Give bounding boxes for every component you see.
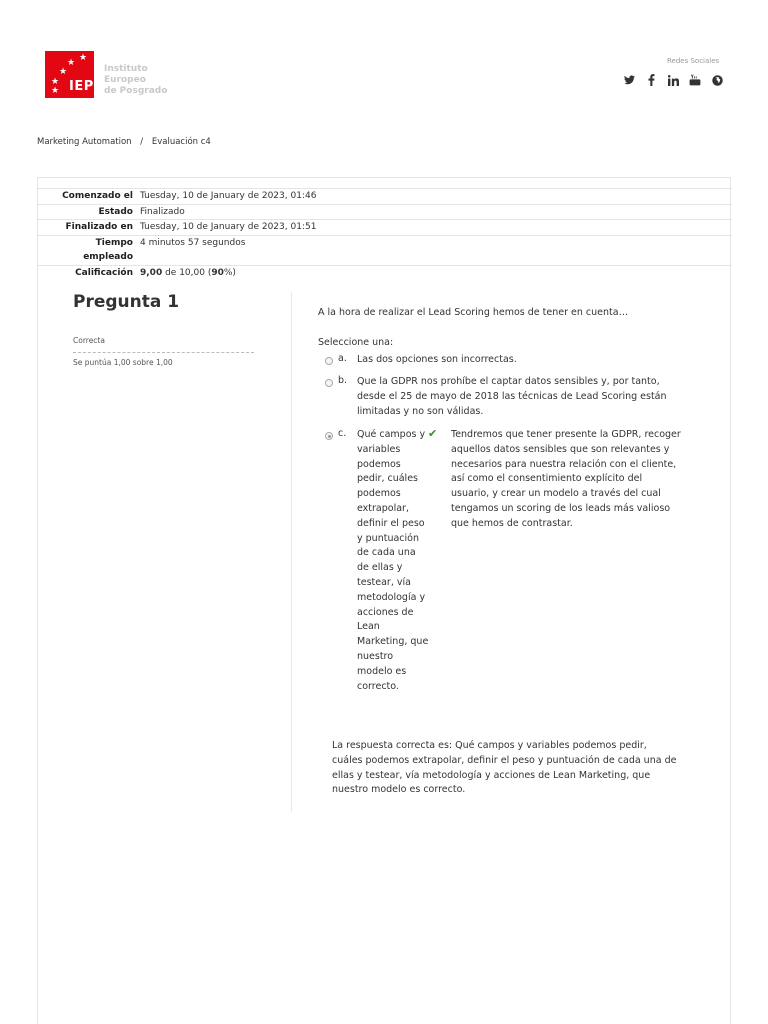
correct-check-icon: ✔	[428, 427, 438, 440]
option-c-text: Qué campos y variables podemos pedir, cuáles podemos extrapolar, definir el peso y puntuación de cada una de ellas y testear, vía metodología y acciones de Lean Marketing, que nuestro modelo es correcto.	[357, 429, 429, 692]
column-divider	[291, 292, 292, 812]
social-links	[622, 73, 724, 87]
facebook-icon[interactable]	[644, 73, 658, 87]
question-state: Correcta	[73, 336, 105, 345]
star-icon: ★	[59, 67, 68, 77]
summary-row-started	[37, 188, 732, 204]
grade-value: 9,00 de 10,00 (90%)	[140, 267, 236, 278]
started-value: Tuesday, 10 de January de 2023, 01:46	[140, 191, 317, 201]
question-grade: Se puntúa 1,00 sobre 1,00	[73, 358, 173, 367]
logo-text: Instituto Europeo de Posgrado	[104, 64, 168, 96]
logo-abbr: IEP	[69, 79, 94, 94]
breadcrumb-quiz[interactable]: Evaluación c4	[151, 137, 211, 147]
breadcrumb	[37, 137, 211, 147]
star-icon: ★	[67, 58, 76, 68]
option-a-radio[interactable]	[325, 357, 333, 365]
star-icon: ★	[51, 77, 60, 87]
grade-label: Calificación	[75, 267, 133, 278]
option-b-letter: b.	[338, 375, 348, 386]
question-title: Pregunta 1	[73, 292, 180, 312]
time-value: 4 minutos 57 segundos	[140, 237, 246, 248]
option-c-feedback: Tendremos que tener presente la GDPR, recoger aquellos datos sensibles que son relevantes y necesarios para nuestra relación con el cliente, así como el consentimiento explícito del usuario, y crear un modelo a través del cual tengamos un scoring de los leads más valioso que hemos de contrastar.	[451, 429, 681, 529]
star-icon: ★	[51, 86, 60, 96]
option-b-text: Que la GDPR nos prohíbe el captar datos sensibles y, por tanto, desde el 25 de mayo de 2018 las técnicas de Lead Scoring están limitadas y no son válidas.	[357, 376, 667, 417]
youtube-icon[interactable]	[688, 73, 702, 87]
summary-row-grade	[37, 265, 732, 281]
finished-value: Tuesday, 10 de January de 2023, 01:51	[140, 222, 317, 232]
breadcrumb-separator: /	[140, 137, 144, 147]
social-title: Redes Sociales	[667, 57, 720, 65]
option-b-radio[interactable]	[325, 379, 333, 387]
status-label: Estado	[98, 206, 133, 217]
star-icon: ★	[79, 53, 88, 63]
finished-label: Finalizado en	[65, 222, 133, 232]
time-label: Tiempo empleado	[83, 237, 133, 262]
summary-row-status	[37, 204, 732, 220]
option-a-text: Las dos opciones son incorrectas.	[357, 354, 517, 365]
summary-row-finished	[37, 219, 732, 235]
option-c-radio[interactable]	[325, 432, 333, 440]
option-a-letter: a.	[338, 353, 347, 364]
twitter-icon[interactable]	[622, 73, 636, 87]
question-text: A la hora de realizar el Lead Scoring hemos de tener en cuenta…	[318, 307, 629, 318]
status-value: Finalizado	[140, 206, 185, 217]
answer-prompt: Seleccione una:	[318, 337, 394, 348]
iep-logo[interactable]	[45, 51, 94, 98]
breadcrumb-course[interactable]: Marketing Automation	[37, 137, 132, 147]
started-label: Comenzado el	[62, 191, 133, 201]
summary-row-time	[37, 235, 732, 265]
right-answer: La respuesta correcta es: Qué campos y variables podemos pedir, cuáles podemos extrapolar, definir el peso y puntuación de cada una de ellas y testear, vía metodología y acciones de Lean Marketing, que nuestro modelo es correcto.	[332, 740, 677, 796]
globe-icon[interactable]	[710, 73, 724, 87]
option-c-letter: c.	[338, 428, 347, 439]
attempt-summary	[37, 188, 732, 280]
question-info-divider	[73, 352, 254, 353]
linkedin-icon[interactable]	[666, 73, 680, 87]
